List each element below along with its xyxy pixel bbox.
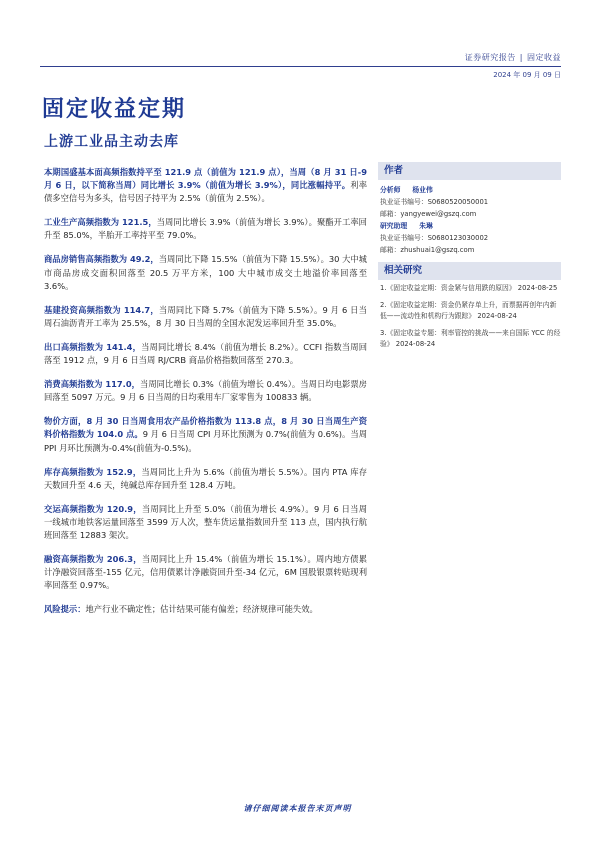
header-divider xyxy=(40,66,561,67)
authors-block xyxy=(378,180,561,262)
page-subtitle: 上游工业品主动去库 xyxy=(44,134,179,150)
related-list xyxy=(378,280,561,350)
report-type-header: 证券研究报告 | 固定收益 xyxy=(464,53,561,62)
report-section: 固定收益 xyxy=(527,53,561,62)
footer-disclaimer: 请仔细阅读本报告末页声明 xyxy=(243,804,352,813)
assistant-email[interactable]: 邮箱：zhushuai1@gszq.com xyxy=(380,246,475,254)
report-category: 证券研究报告 xyxy=(464,53,516,62)
sidebar xyxy=(378,162,561,356)
inventory-paragraph: 库存高频指数为 152.9，当周同比上升为 5.6%（前值为增长 5.5%）。国内 PTA 库存天数回升至 4.6 天，纯碱总库存回升至 128.4 万吨。 xyxy=(44,466,367,490)
related-item[interactable]: 1.《固定收益定期：资金紧与信用跌的原因》 2024-08-25 xyxy=(380,284,558,292)
related-item[interactable]: 3.《固定收益专题：利率管控的挑战——来自国际 YCC 的经验》 2024-08-24 xyxy=(380,329,561,348)
assistant-line: 研究助理 朱琳 xyxy=(380,222,433,230)
consumption-paragraph: 消费高频指数为 117.0，当周同比增长 0.3%（前值为增长 0.4%）。当周日均电影票房回落至 5097 万元。9 月 6 日当周的日均乘用车厂家零售为 100833 辆。 xyxy=(44,379,367,403)
authors-heading: 作者 xyxy=(378,162,561,180)
main-body xyxy=(44,166,367,627)
financing-paragraph: 融资高频指数为 206.3，当周同比上升 15.4%（前值为增长 15.1%）。周内地方债累计净融资回落至-155 亿元，信用债累计净融资回升至-34 亿元，6M 国股银票转贴现利率回落至 0.97%。 xyxy=(44,554,367,591)
analyst-cert: 执业证书编号：S0680520050001 xyxy=(380,198,489,206)
infrastructure-paragraph: 基建投资高频指数为 114.7，当周同比下降 5.7%（前值为下降 5.5%）。9 月 6 日当周石油沥青开工率为 25.5%，8 月 30 日当周的全国水泥发运率回升至 35.0%。 xyxy=(44,304,367,328)
page-title: 固定收益定期 xyxy=(42,97,187,122)
analyst-line: 分析师 杨业伟 xyxy=(380,186,433,194)
report-date: 2024 年 09 月 09 日 xyxy=(493,71,561,79)
related-item[interactable]: 2.《固定收益定期：资金仍紧存单上升，而票据再创年内新低——流动性和机构行为跟踪》 2024-08-24 xyxy=(380,301,557,320)
industrial-paragraph: 工业生产高频指数为 121.5，当周同比增长 3.9%（前值为增长 3.9%）。聚酯开工率回升至 85.0%，半胎开工率持平至 79.0%。 xyxy=(44,217,367,241)
risk-paragraph: 风险提示：地产行业不确定性；估计结果可能有偏差；经济规律可能失效。 xyxy=(44,604,318,615)
housing-paragraph: 商品房销售高频指数为 49.2，当周同比下降 15.5%（前值为下降 15.5%）。30 大中城市商品房成交面积回落至 20.5 万平方米，100 大中城市成交土地溢价率回落至 3.6%。 xyxy=(44,254,367,291)
price-paragraph: 物价方面，8 月 30 日当周食用农产品价格指数为 113.8 点，8 月 30 日当周生产资料价格指数为 104.0 点。9 月 6 日当周 CPI 月环比预测为 0.7%(前值为 0.6%)。当周 PPI 月环比预测为-0.4%(前值为-0.5%)。 xyxy=(44,416,367,453)
assistant-cert: 执业证书编号：S0680123030002 xyxy=(380,234,489,242)
export-paragraph: 出口高频指数为 141.4，当周同比增长 8.4%（前值为增长 8.2%）。CCFI 指数当周回落至 1912 点，9 月 6 日当周 RJ/CRB 商品价格指数回落至 270.3。 xyxy=(44,341,367,366)
related-heading: 相关研究 xyxy=(378,262,561,280)
analyst-email[interactable]: 邮箱：yangyewei@gszq.com xyxy=(380,210,477,218)
summary-paragraph: 本期国盛基本面高频指数持平至 121.9 点（前值为 121.9 点），当周（8 月 31 日-9 月 6 日，以下简称当周）同比增长 3.9%（前值为增长 3.9%），同比涨幅持平。利率债多空信号为多头，信号因子持平为 2.5%（前值为 2.5%）。 xyxy=(44,167,367,204)
transport-paragraph: 交运高频指数为 120.9，当周同比上升至 5.0%（前值为增长 4.9%）。9 月 6 日当周一线城市地铁客运量回落至 3599 万人次，整车货运量指数回升至 113 点，国内执行航班回落至 12883 架次。 xyxy=(44,503,367,540)
